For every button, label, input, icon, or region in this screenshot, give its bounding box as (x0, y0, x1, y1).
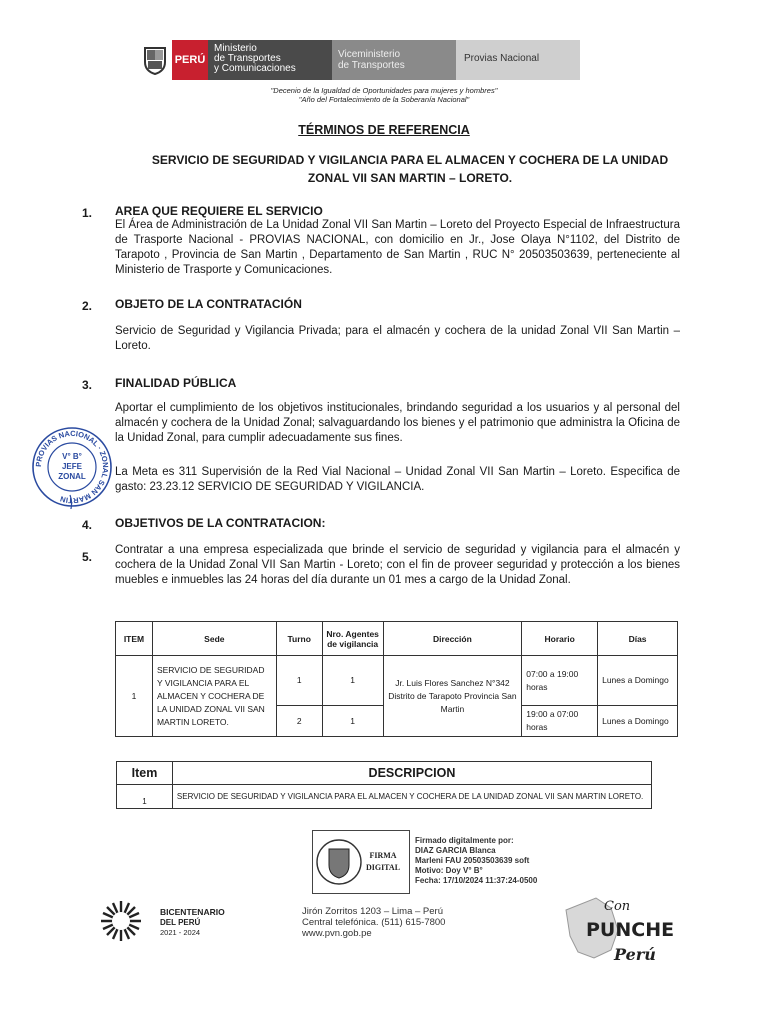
header-banner (138, 40, 580, 80)
section-text: El Área de Administración de La Unidad Zonal VII San Martin – Loreto del Proyecto Especial de Infraestructura de Trasporte Nacional - PROVIAS NACIONAL, con domicilio en Jr., Jose Olaya N°1102, del Distrito de Tarapoto , Provincia de San Martin , Departamento de San Martin , RUC N° 20503503639, perteneciente al Ministerio de Trasporte y Comunicaciones. (115, 219, 680, 276)
direccion-cell: Jr. Luis Flores Sanchez N°342 Distrito de Tarapoto Provincia San Martin (383, 656, 522, 737)
section-text: Servicio de Seguridad y Vigilancia Privada; para el almacén y cochera de la unidad Zonal VII San Martin – Loreto. (115, 325, 680, 352)
ministry-label: Ministerio de Transportes y Comunicaciones (208, 40, 332, 80)
agentes-cell: 1 (322, 706, 383, 737)
dias-cell: Lunes a Domingo (598, 706, 678, 737)
con-punche-peru-logo (556, 880, 676, 970)
peru-shield-icon (138, 40, 172, 80)
sede-cell: SERVICIO DE SEGURIDAD Y VIGILANCIA PARA EL ALMACEN Y COCHERA DE LA UNIDAD ZONAL VII SAN MARTIN LORETO. (152, 656, 276, 737)
horario-cell: 07:00 a 19:00 horas (522, 656, 598, 706)
digital-signature-details: Firmado digitalmente por: DIAZ GARCIA Blanca Marleni FAU 20503503639 soft Motivo: Doy V° B° Fecha: 17/10/2024 11:37:24-0500 (415, 836, 538, 885)
section-number: 3. (82, 378, 93, 392)
svg-text:Perú: Perú (614, 945, 656, 964)
table-header: Nro. Agentes de vigilancia (322, 622, 383, 656)
turno-cell: 2 (276, 706, 322, 737)
schedule-table (115, 621, 678, 737)
section-number: 2. (82, 299, 93, 313)
doc-title: TÉRMINOS DE REFERENCIA (298, 123, 470, 137)
svg-text:PUNCHE: PUNCHE (586, 919, 675, 941)
firma-stamp-label: DIGITAL (365, 863, 401, 872)
table-header: Turno (276, 622, 322, 656)
footer-address: Jirón Zorritos 1203 – Lima – Perú Central telefónica. (511) 615-7800 www.pvn.gob.pe (302, 906, 446, 939)
section-number: 1. (82, 206, 93, 220)
section-number: 5. (82, 550, 93, 564)
approval-seal (30, 425, 114, 509)
svg-text:Con: Con (604, 899, 631, 914)
dias-cell: Lunes a Domingo (598, 656, 678, 706)
peru-label: PERÚ (172, 40, 208, 80)
digital-signature-stamp (312, 830, 410, 894)
table-header: Horario (522, 622, 598, 656)
table-header: DESCRIPCION (172, 762, 651, 785)
table-header-row (117, 762, 652, 785)
horario-cell: 19:00 a 07:00 horas (522, 706, 598, 737)
table-header: Sede (152, 622, 276, 656)
seal-line: JEFE (61, 462, 83, 471)
section-number: 4. (82, 518, 93, 532)
item-cell: 1 (117, 785, 173, 809)
bicentenario-logo (98, 898, 248, 944)
decenio-motto: "Decenio de la Igualdad de Oportunidades para mujeres y hombres" "Año del Fortalecimiento de la Soberanía Nacional" (270, 86, 498, 104)
section-text: Contratar a una empresa especializada que brinde el servicio de seguridad y vigilancia para el almacén y cochera de la Unidad Zonal VII San Martin - Loreto; con el fin de proveer seguridad y protección a los bienes muebles e inmuebles las 24 horas del día durante un 01 mes a cargo de la Unidad Zonal. (115, 544, 680, 586)
table-header-row (116, 622, 678, 656)
section-title: FINALIDAD PÚBLICA (115, 376, 237, 390)
section-text-meta: La Meta es 311 Supervisión de la Red Vial Nacional – Unidad Zonal VII San Martin – Loreto. Especifica de gasto: 23.23.12 SERVICIO DE SEGURIDAD Y VIGILANCIA. (115, 466, 680, 493)
section-title: OBJETIVOS DE LA CONTRATACION: (115, 516, 326, 530)
seal-line: ZONAL (58, 472, 86, 481)
service-title: SERVICIO DE SEGURIDAD Y VIGILANCIA PARA EL ALMACEN Y COCHERA DE LA UNIDAD ZONAL VII SAN MARTIN – LORETO. (151, 153, 669, 185)
agentes-cell: 1 (322, 656, 383, 706)
descripcion-cell: SERVICIO DE SEGURIDAD Y VIGILANCIA PARA EL ALMACEN Y COCHERA DE LA UNIDAD ZONAL VII SAN MARTIN LORETO. (172, 785, 651, 809)
viceministry-label: Viceministerio de Transportes (332, 40, 456, 80)
table-header: ITEM (116, 622, 153, 656)
seal-line: V° B° (62, 452, 82, 461)
seal-ring-text: PROVIAS NACIONAL · ZONAL SAN MARTIN (33, 428, 111, 506)
description-table (116, 761, 652, 809)
table-row (116, 656, 678, 706)
section-title: AREA QUE REQUIERE EL SERVICIO (115, 204, 323, 218)
item-cell: 1 (116, 656, 153, 737)
svg-text:DEL PERÚ: DEL PERÚ (160, 918, 201, 927)
table-header: Días (598, 622, 678, 656)
table-header: Item (117, 762, 173, 785)
svg-text:BICENTENARIO: BICENTENARIO (160, 907, 225, 917)
table-row (117, 785, 652, 809)
firma-stamp-label: FIRMA (369, 851, 397, 860)
section-text: Aportar el cumplimiento de los objetivos institucionales, brindando seguridad a los usuarios y al personal del almacén y cochera de la Unidad Zonal; salvaguardando los bienes y el patrimonio que administra la Oficina de la Unidad Zonal, para cumplir adecuadamente sus fines. (115, 402, 680, 444)
program-label: Provias Nacional (456, 40, 580, 80)
table-header: Dirección (383, 622, 522, 656)
svg-text:2021 - 2024: 2021 - 2024 (160, 928, 201, 937)
section-title: OBJETO DE LA CONTRATACIÓN (115, 297, 302, 311)
turno-cell: 1 (276, 656, 322, 706)
